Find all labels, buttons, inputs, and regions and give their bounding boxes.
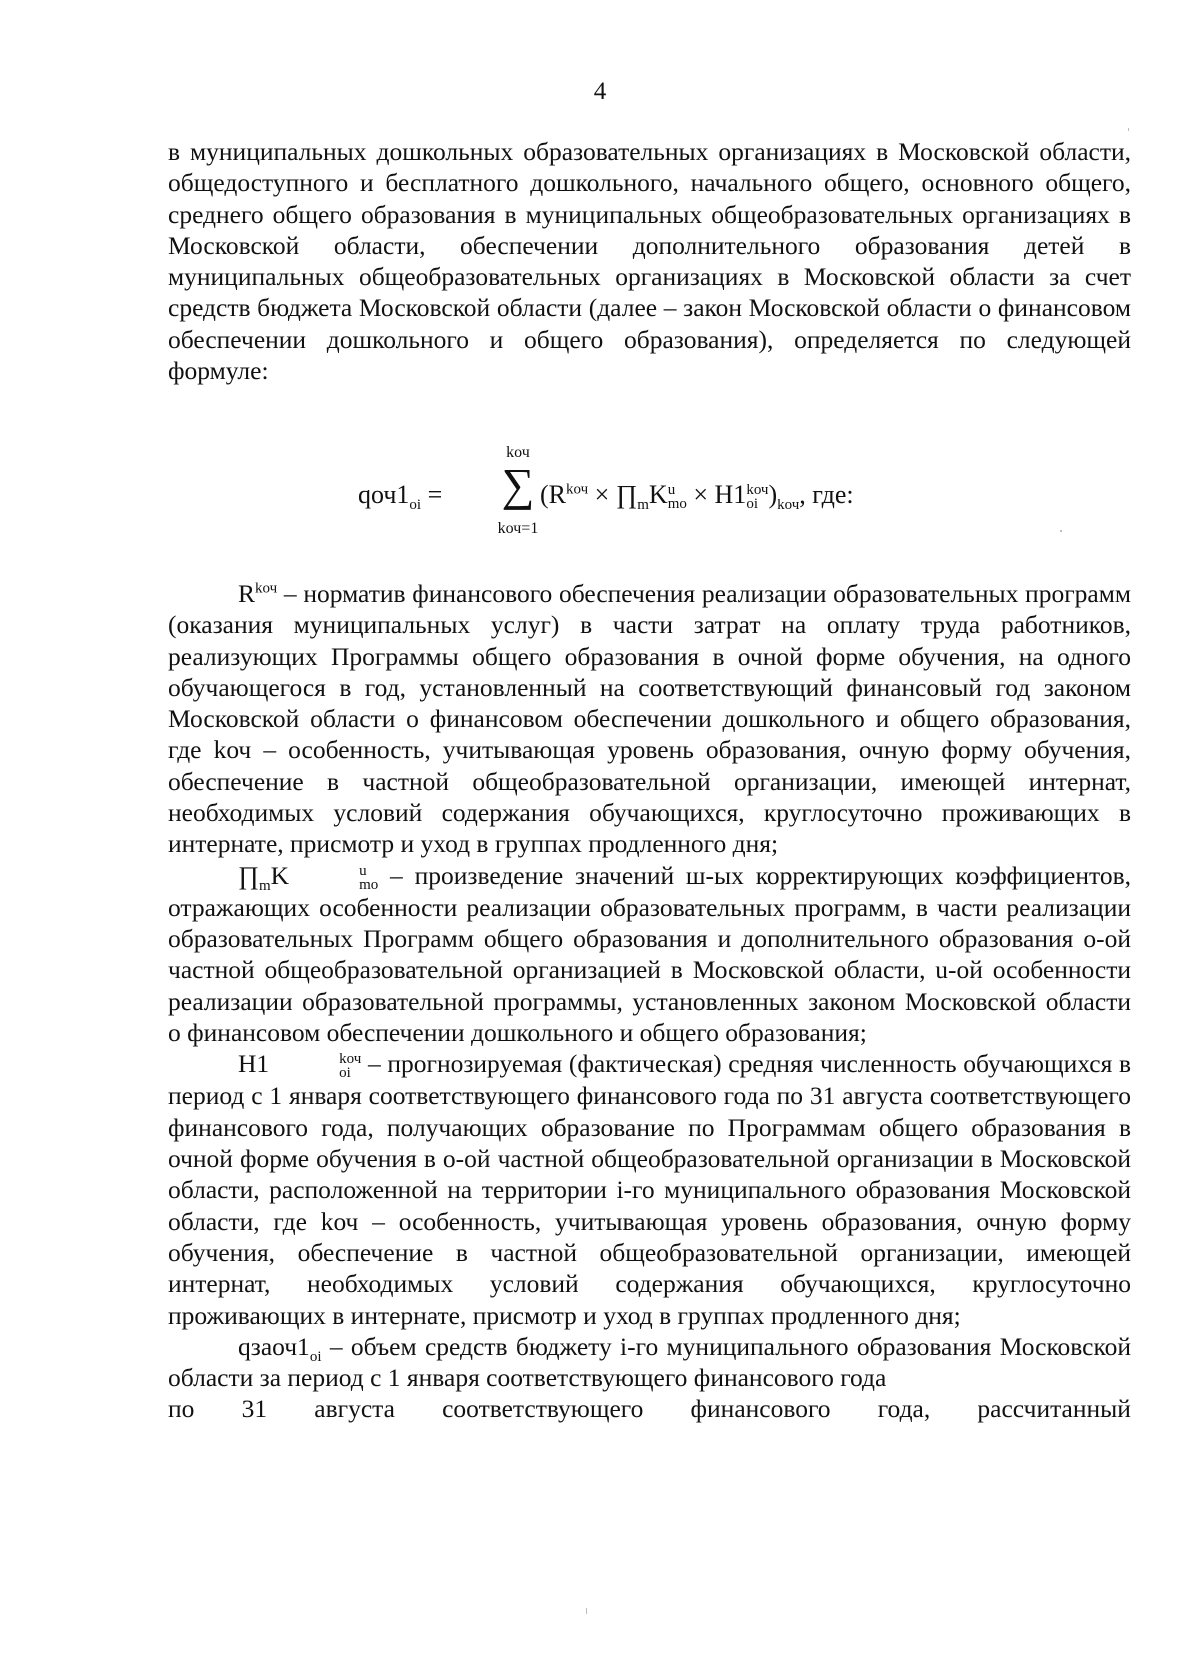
term-n1-sub: oi (339, 1065, 351, 1082)
formula-r-sup: kоч (566, 481, 589, 498)
term-n1 (238, 1049, 362, 1082)
formula-n1-sup: kоч (746, 482, 769, 499)
formula-n1-indices (746, 483, 768, 511)
word: соответствующего (442, 1394, 644, 1424)
formula-tail: , где: (799, 480, 854, 509)
word: года, (877, 1394, 931, 1424)
term-k-indices (289, 864, 378, 892)
formula-equals: = (427, 480, 443, 509)
definitions (168, 578, 1131, 1425)
word: августа (314, 1394, 395, 1424)
term-q (238, 1331, 322, 1365)
term-prod-sub: m (259, 877, 271, 894)
sum-symbol: ∑ (501, 459, 535, 510)
definition-prod (168, 860, 1131, 1049)
definition-prod-text: – произведение значений ш-ых корректирующих коэффициентов, отражающих особенности реализации образовательных программ, в части реализации образовательных Программ общего образования и дополнительного образования о-ой частной общеобразовательной организацией в Московской области, u-ой особенности реализации образовательной программы, установленных законом Московской области о финансовом обеспечении дошкольного и общего образования; (168, 860, 1131, 1047)
formula-k-sup: u (667, 482, 676, 499)
formula-r: (R (540, 480, 566, 509)
term-prod-symbol: ∏ (238, 860, 259, 890)
scan-speck (586, 1608, 587, 1614)
formula-product-sub: m (637, 497, 649, 514)
term-k-sub: mo (359, 876, 379, 893)
term-r-sup: kоч (255, 580, 278, 597)
scan-speck (1060, 530, 1062, 532)
term-r-symbol: R (238, 579, 256, 608)
formula-lhs-symbol: qоч1 (358, 480, 410, 509)
term-n1-indices (269, 1052, 361, 1080)
formula-lhs (358, 480, 443, 514)
formula-times: × (588, 480, 616, 509)
definition-n1-text: – прогнозируемая (фактическая) средняя численность обучающихся в период с 1 января соответствующего финансового года по 31 августа соответствующего финансового года, получающих образование по Программам общего образования в очной форме обучения в о-ой частной общеобразовательной организации в Московской области, расположенной на территории i-го муниципального образования Московской области, где kоч – особенность, учитывающая уровень образования, очную форму обучения, обеспечение в частной общеобразовательной организации, имеющей интернат, необходимых условий содержания обучающихся, круглосуточно проживающих в интернате, присмотр и уход в группах продленного дня; (168, 1049, 1131, 1330)
formula-k-indices (668, 483, 687, 511)
formula-close: ) (768, 480, 778, 509)
sum-upper-limit: kоч (506, 444, 530, 461)
intro-text: в муниципальных дошкольных образовательных организациях в Московской области, общедоступного и бесплатного дошкольного, начального общего, основного общего, среднего общего образования в муниципальных общеобразовательных организациях в Московской области, обеспечении дополнительного образования детей в муниципальных общеобразовательных организациях в Московской области за счет средств бюджета Московской области (далее – закон Московской области о финансовом обеспечении дошкольного и общего образования), определяется по следующей формуле: (168, 137, 1131, 386)
term-q-sub: oi (309, 1348, 322, 1365)
formula-rhs (540, 480, 854, 514)
formula-k: K (648, 480, 668, 509)
term-q-symbol: qзаоч1 (238, 1331, 310, 1361)
formula-product-symbol: ∏ (615, 480, 638, 509)
formula-close-sub: kоч (777, 497, 800, 514)
term-k-sup: u (359, 862, 367, 879)
formula-times: × (686, 480, 715, 509)
term-r (238, 579, 277, 608)
definition-r-text: – норматив финансового обеспечения реализации образовательных программ (оказания муниципальных услуг) в части затрат на оплату труда работников, реализующих Программы общего образования в очной форме обучения, на одного обучающегося в год, установленный на соответствующий финансовый год законом Московской области о финансовом обеспечении дошкольного и общего образования, где kоч – особенность, учитывающая уровень образования, очную форму обучения, обеспечение в частной общеобразовательной организации, имеющей интернат, необходимых условий содержания обучающихся, круглосуточно проживающих в интернате, присмотр и уход в группах продленного дня; (168, 579, 1131, 859)
word: по (168, 1394, 195, 1424)
term-n1-sup: kоч (339, 1051, 362, 1068)
word: финансового (690, 1394, 831, 1424)
formula-n1: Н1 (714, 480, 747, 509)
definition-r (168, 578, 1131, 860)
page-number: 4 (593, 78, 607, 105)
sum-lower-limit: kоч=1 (497, 520, 539, 537)
formula-k-sub: mo (667, 496, 687, 513)
definition-q (168, 1331, 1131, 1394)
definition-q-last-line (168, 1393, 1131, 1424)
formula-n1-sub: oi (746, 496, 758, 513)
term-k: K (270, 860, 290, 890)
definition-q-text: – объем средств бюджету i-го муниципального образования Московской области за период с 1 января соответствующего финансового года (168, 1331, 1131, 1393)
word: 31 (241, 1394, 268, 1424)
formula (348, 444, 968, 544)
term-n1-symbol: Н1 (238, 1049, 270, 1079)
term-prod (238, 860, 379, 894)
definition-n1 (168, 1048, 1131, 1331)
intro-paragraph (168, 136, 1131, 386)
word: рассчитанный (977, 1394, 1131, 1424)
formula-lhs-subscript: oi (409, 497, 422, 514)
scan-speck (1128, 128, 1129, 131)
